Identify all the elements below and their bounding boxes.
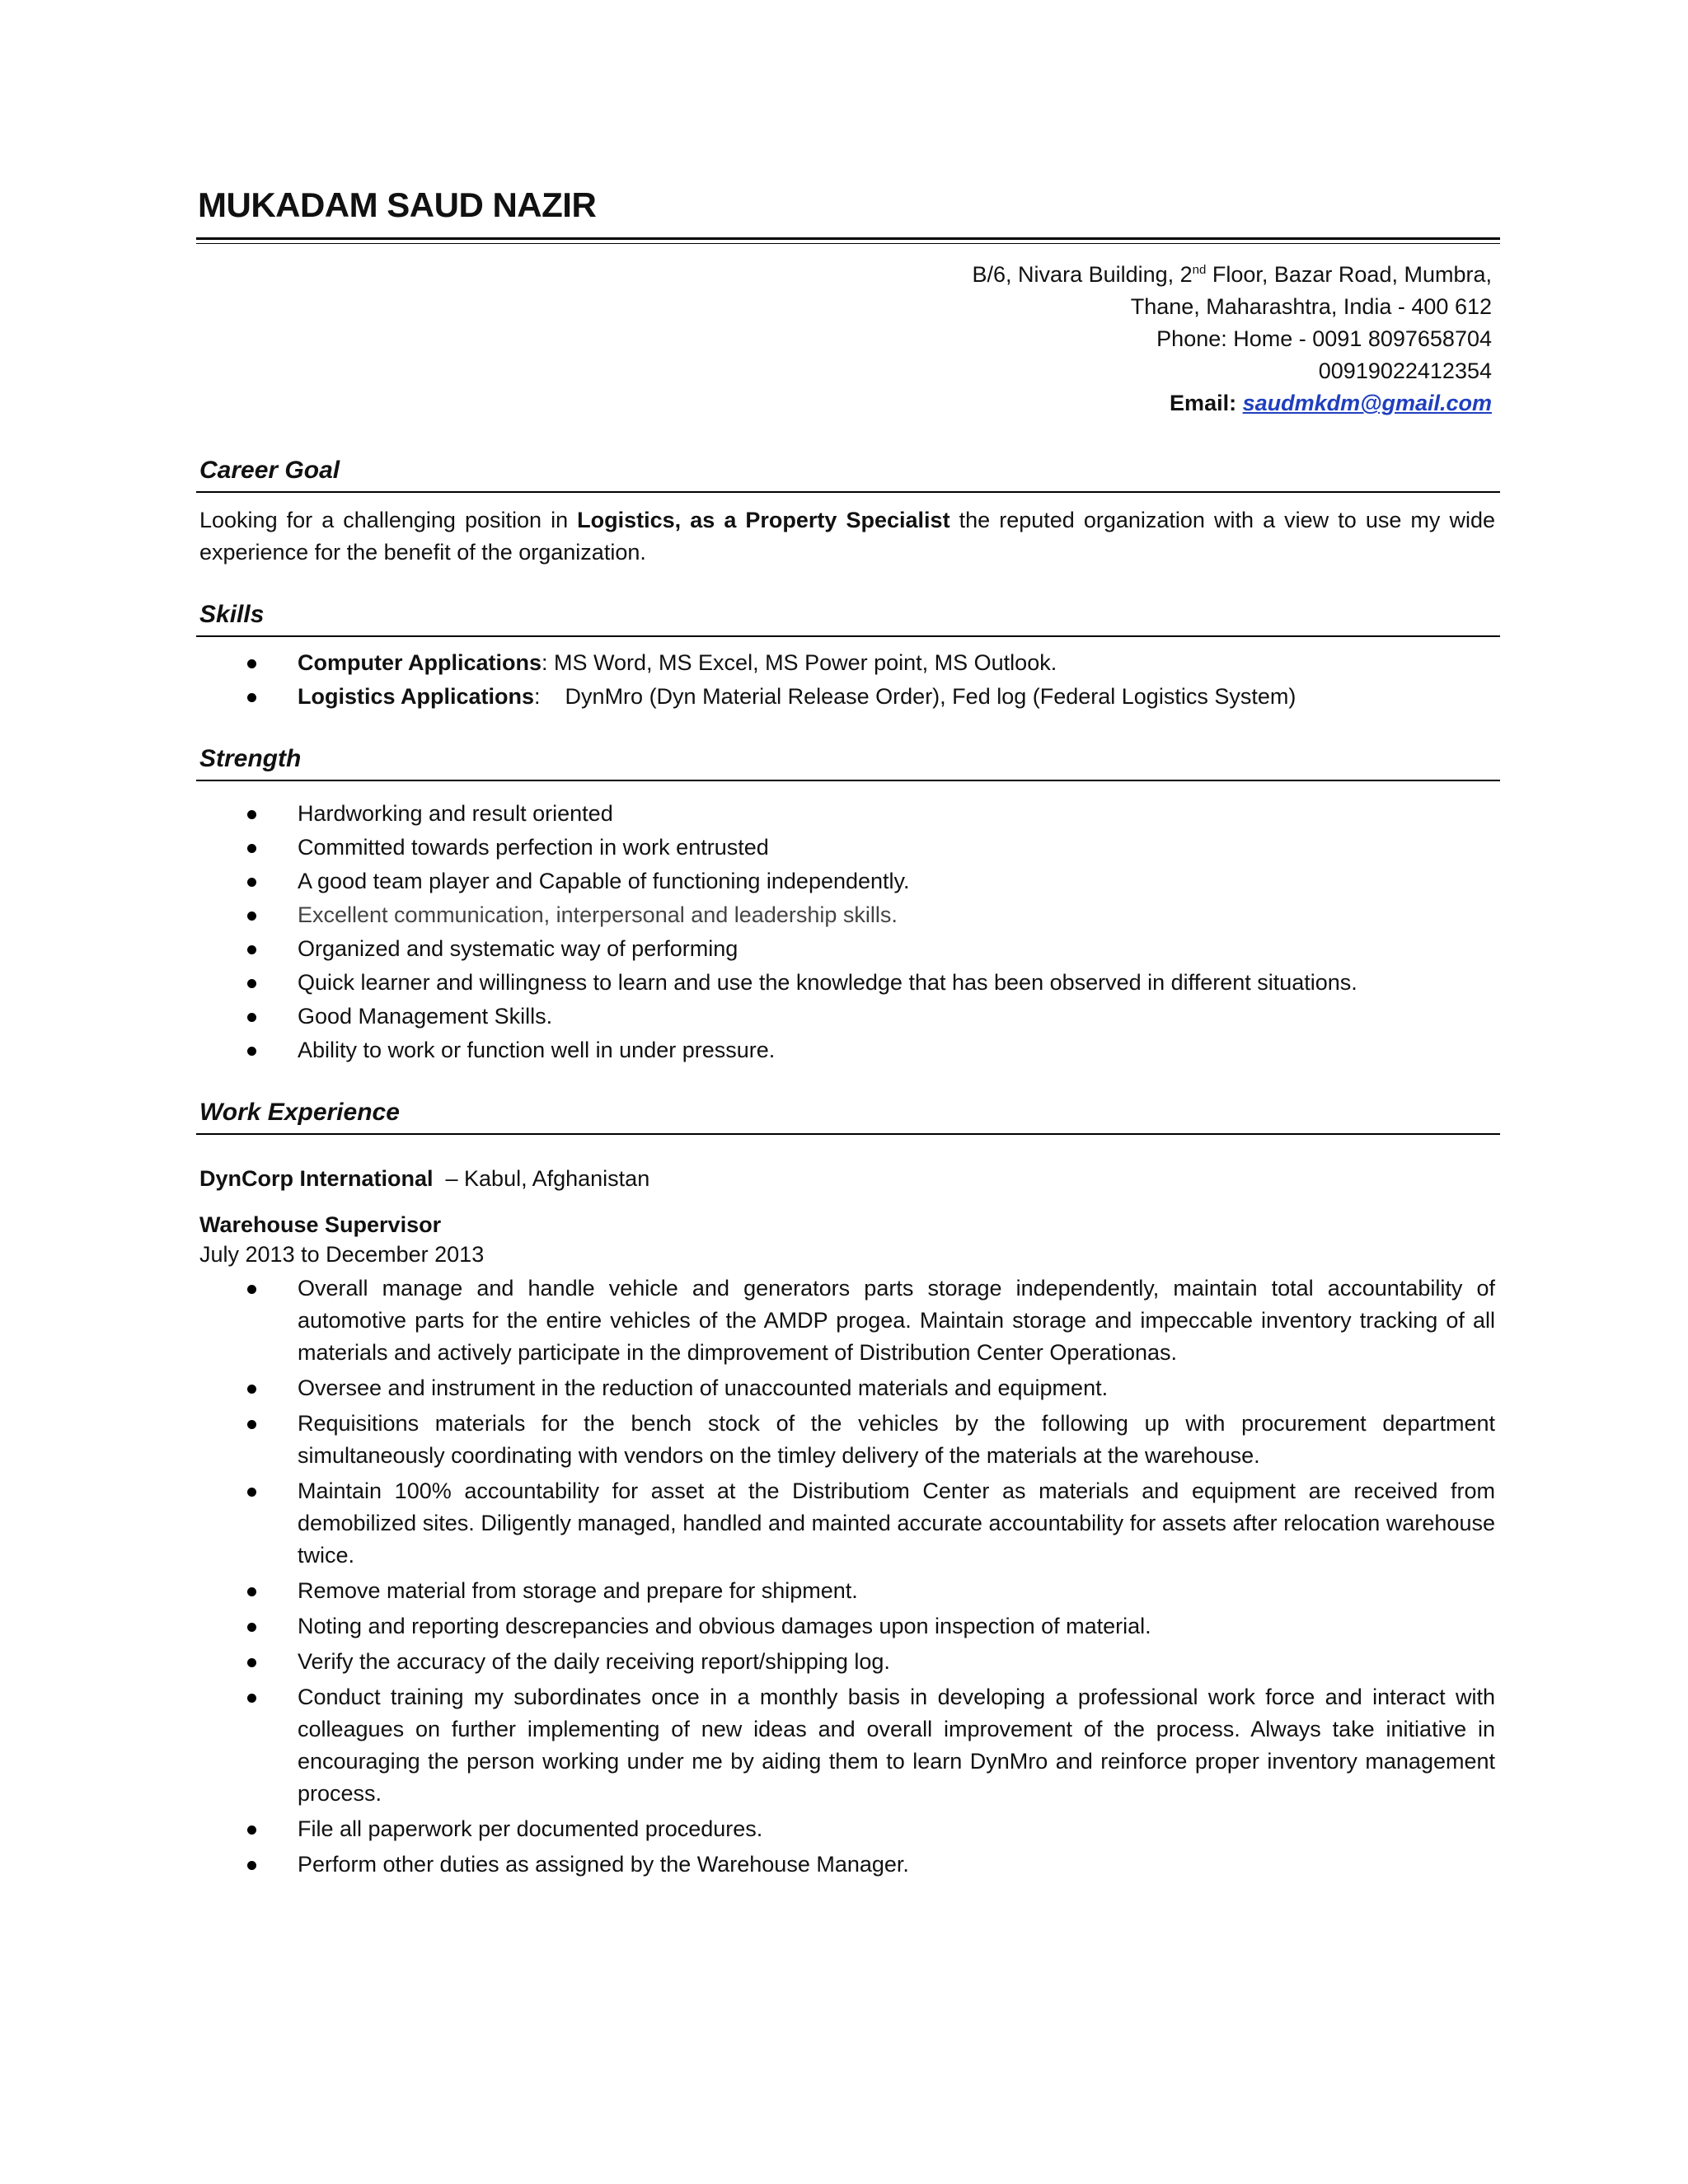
name-rule-thick <box>196 237 1500 240</box>
bullet-icon <box>247 810 256 819</box>
email-label: Email: <box>1170 391 1237 416</box>
company-line <box>199 1163 1500 1195</box>
bullet-icon <box>247 945 256 954</box>
bullet-icon <box>247 1013 256 1022</box>
list-item: Hardworking and result oriented <box>196 798 1495 830</box>
bullet-icon <box>247 1587 256 1596</box>
list-item: Quick learner and willingness to learn and use the knowledge that has been observed in different situations. <box>196 967 1495 999</box>
duties-list <box>196 1272 1495 1881</box>
email-line <box>196 387 1492 419</box>
skills-heading: Skills <box>196 598 1500 637</box>
list-item: Excellent communication, interpersonal and leadership skills. <box>196 899 1495 931</box>
company-name: DynCorp International <box>199 1166 434 1192</box>
email-link[interactable]: saudmkdm@gmail.com <box>1242 391 1492 416</box>
bullet-icon <box>247 1658 256 1667</box>
list-item: Overall manage and handle vehicle and generators parts storage independently, maintain total accountability of automotive parts for the entire vehicles of the AMDP progea. Maintain storage and impeccable inventory tracking of all materials and actively participate in the dimprovement of Distribution Center Operationas. <box>196 1272 1495 1369</box>
bullet-icon <box>247 1285 256 1294</box>
skills-section <box>196 598 1500 713</box>
name-rule-thin <box>196 243 1500 244</box>
bullet-icon <box>247 1825 256 1835</box>
job-title: Warehouse Supervisor <box>199 1212 442 1238</box>
career-goal-section <box>196 454 1500 569</box>
list-item: Conduct training my subordinates once in a monthly basis in developing a professional work force and interact with colleagues on further implementing of new ideas and overall improvement of the process. Always take initiative in encouraging the person working under me by aiding them to learn DynMro and reinforce proper inventory management process. <box>196 1681 1495 1810</box>
bullet-icon <box>247 844 256 853</box>
work-experience-heading: Work Experience <box>196 1096 1500 1135</box>
bullet-icon <box>247 912 256 921</box>
work-experience-section <box>196 1096 1500 1881</box>
phone-line: Phone: Home - 0091 8097658704 <box>1156 326 1492 352</box>
skills-list <box>196 647 1495 713</box>
candidate-name: MUKADAM SAUD NAZIR <box>198 185 597 224</box>
bullet-icon <box>247 693 256 702</box>
list-item: Organized and systematic way of performing <box>196 933 1495 965</box>
bullet-icon <box>247 1861 256 1870</box>
job-dates: July 2013 to December 2013 <box>199 1242 485 1268</box>
list-item: Ability to work or function well in under pressure. <box>196 1034 1495 1066</box>
list-item: Oversee and instrument in the reduction of unaccounted materials and equipment. <box>196 1372 1495 1404</box>
phone-line-2: 00919022412354 <box>1318 359 1492 384</box>
bullet-icon <box>247 979 256 988</box>
bullet-icon <box>247 1694 256 1703</box>
contact-block <box>196 259 1500 419</box>
bullet-icon <box>247 1047 256 1056</box>
list-item: File all paperwork per documented procedures. <box>196 1813 1495 1845</box>
list-item: Noting and reporting descrepancies and obvious damages upon inspection of material. <box>196 1610 1495 1643</box>
company-location: – Kabul, Afghanistan <box>433 1166 650 1192</box>
strength-section <box>196 743 1500 1066</box>
list-item: Committed towards perfection in work entrusted <box>196 832 1495 864</box>
list-item: Remove material from storage and prepare for shipment. <box>196 1575 1495 1607</box>
address-line-2: Thane, Maharashtra, India - 400 612 <box>1130 294 1492 320</box>
list-item: Perform other duties as assigned by the Warehouse Manager. <box>196 1849 1495 1881</box>
bullet-icon <box>247 1385 256 1394</box>
list-item: Good Management Skills. <box>196 1001 1495 1033</box>
list-item: Verify the accuracy of the daily receiving report/shipping log. <box>196 1646 1495 1678</box>
address-line-1: B/6, Nivara Building, 2nd Floor, Bazar Road, Mumbra, <box>972 262 1492 288</box>
bullet-icon <box>247 1420 256 1429</box>
career-goal-heading: Career Goal <box>196 454 1500 493</box>
bullet-icon <box>247 1623 256 1632</box>
bullet-icon <box>247 1488 256 1497</box>
list-item: Computer Applications: MS Word, MS Excel, MS Power point, MS Outlook. <box>196 647 1495 679</box>
list-item: Logistics Applications: DynMro (Dyn Material Release Order), Fed log (Federal Logistics System) <box>196 681 1495 713</box>
list-item: A good team player and Capable of functioning independently. <box>196 865 1495 898</box>
resume-page <box>196 186 1500 1884</box>
bullet-icon <box>247 659 256 668</box>
strength-heading: Strength <box>196 743 1500 781</box>
bullet-icon <box>247 878 256 887</box>
list-item: Requisitions materials for the bench stock of the vehicles by the following up with procurement department simultaneously coordinating with vendors on the timley delivery of the materials at the warehouse. <box>196 1408 1495 1472</box>
career-goal-text: Looking for a challenging position in Logistics, as a Property Specialist the reputed organization with a view to use my wide experience for the benefit of the organization. <box>199 508 1495 565</box>
list-item: Maintain 100% accountability for asset at the Distributiom Center as materials and equipment are received from demobilized sites. Diligently managed, handled and mainted accurate accountability for assets after relocation warehouse twice. <box>196 1475 1495 1572</box>
strength-list <box>196 798 1495 1066</box>
